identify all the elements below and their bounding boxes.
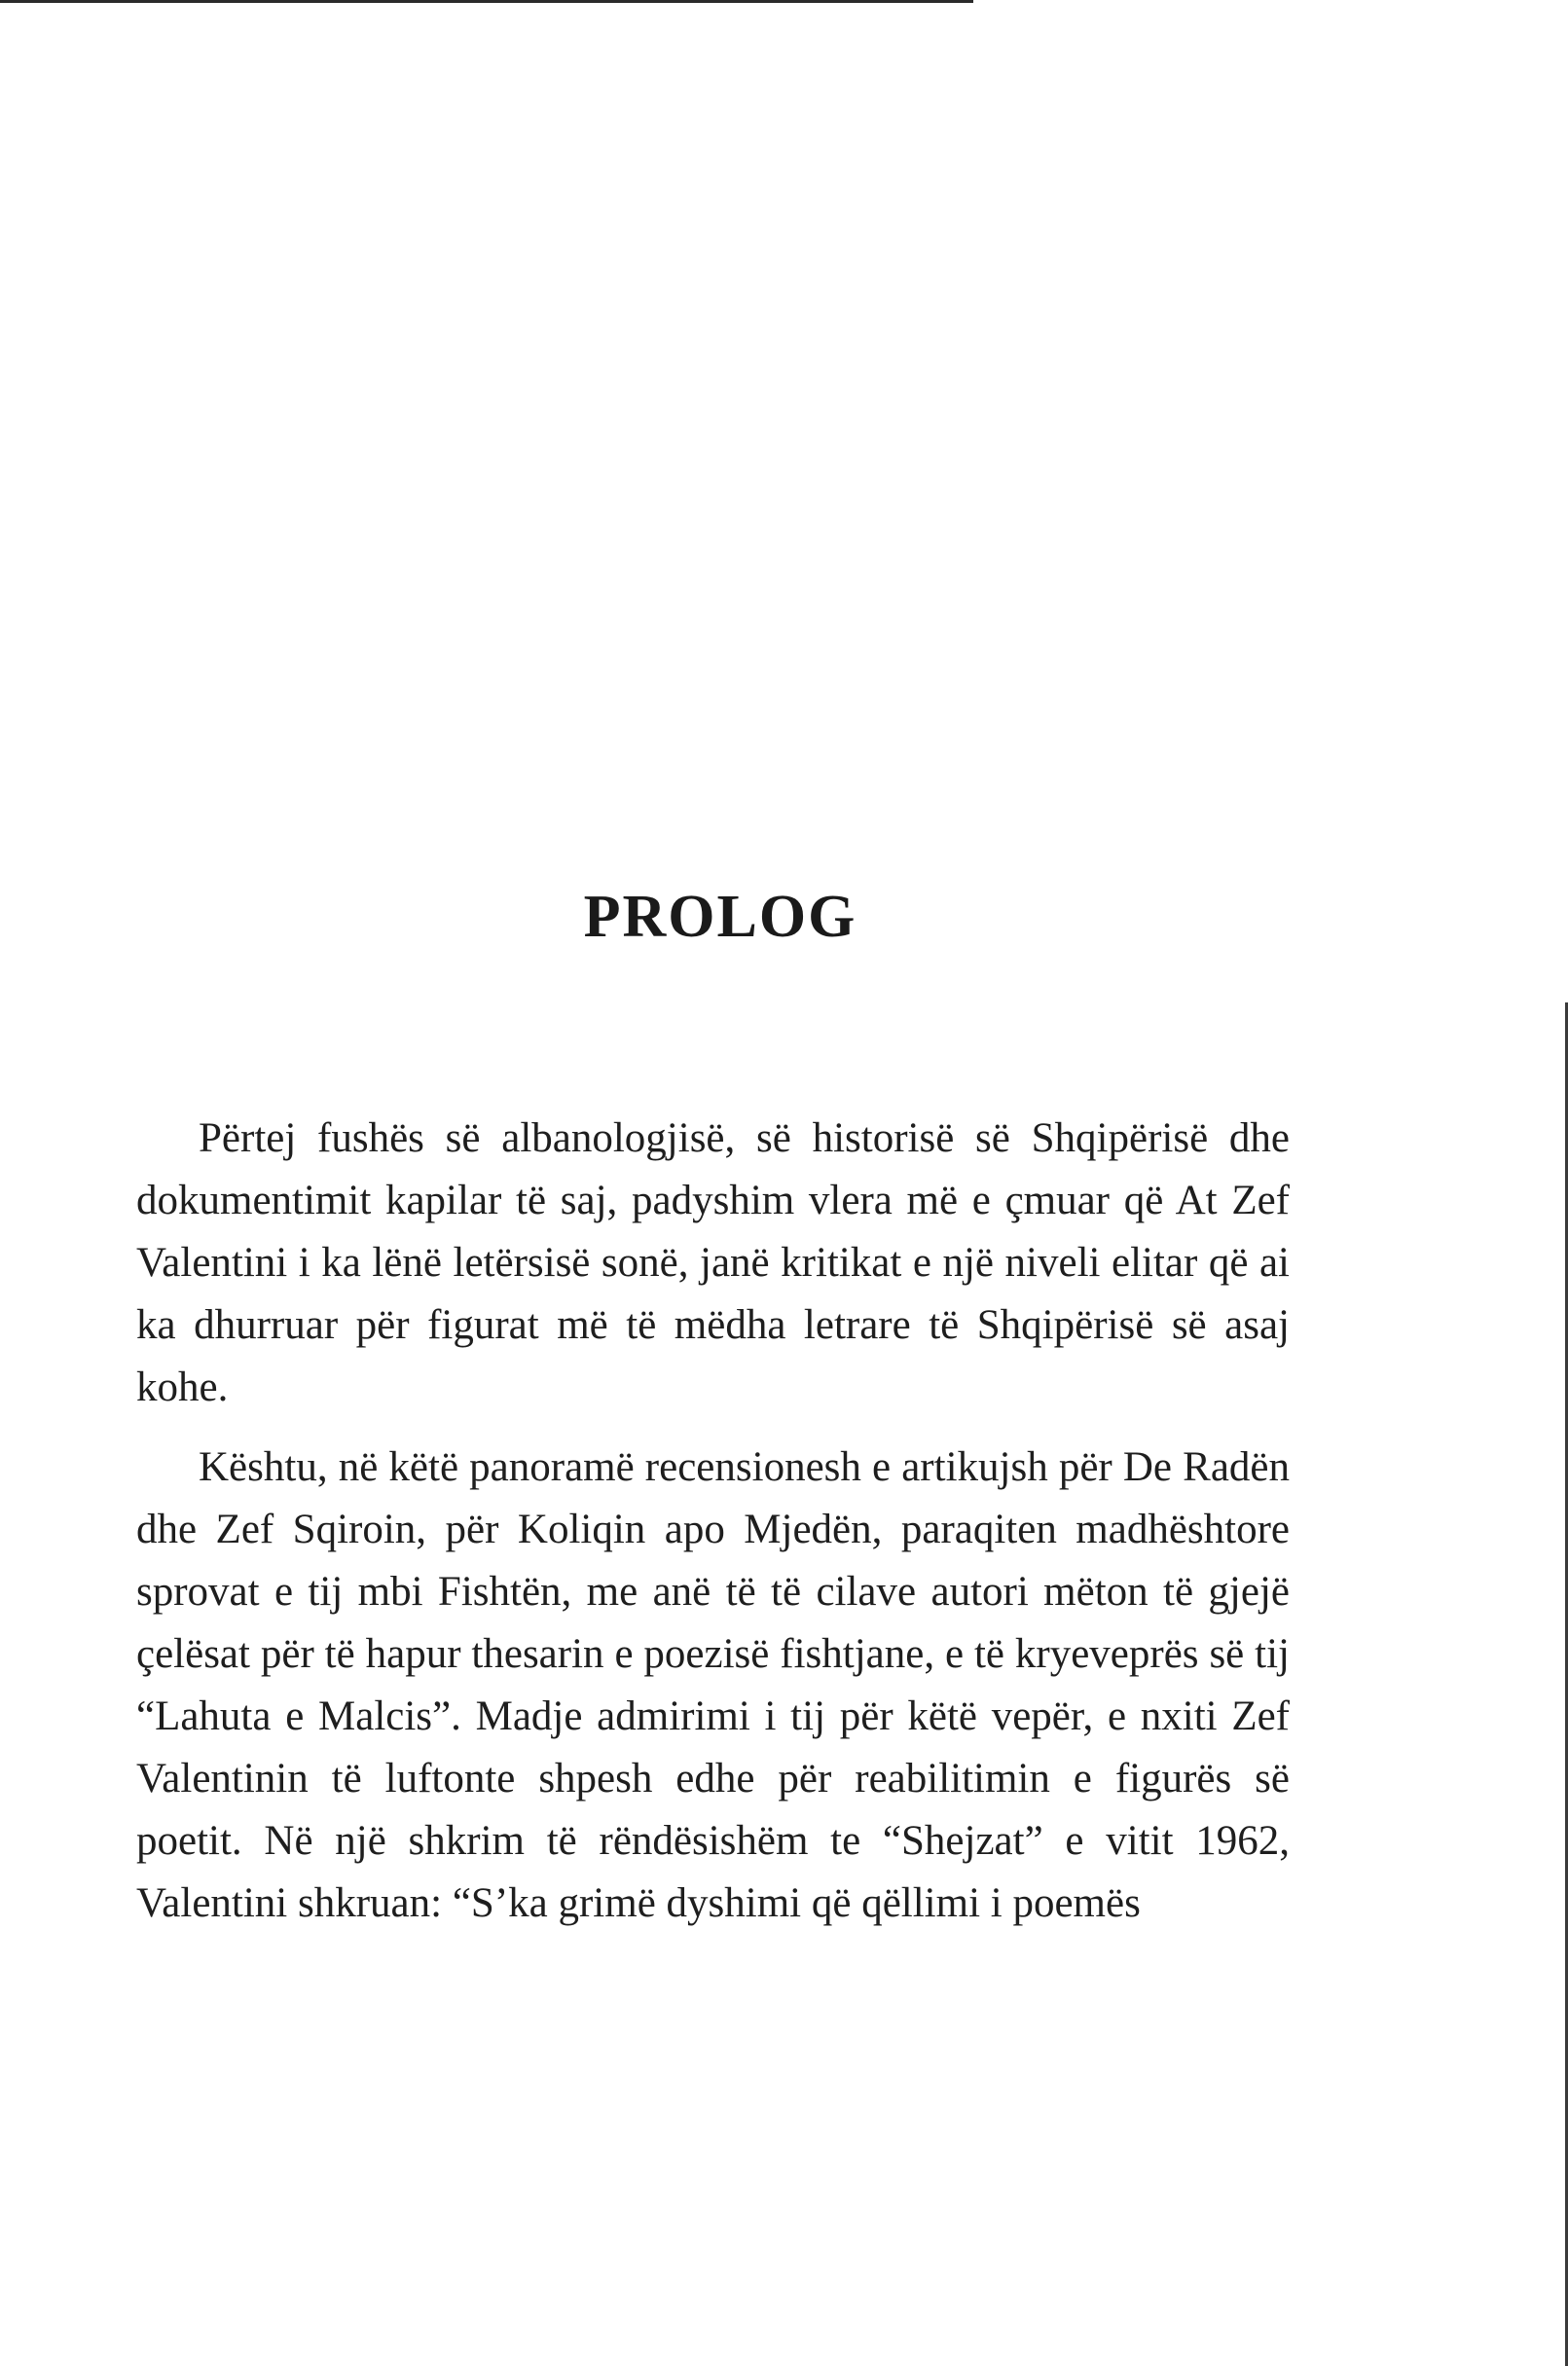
body-text — [136, 1108, 1290, 1935]
page-title: PROLOG — [583, 883, 857, 950]
paragraph-2: Kështu, në këtë panoramë recensionesh e artikujsh për De Radën dhe Zef Sqiroin, për Koliqin apo Mjedën, paraqiten madhështore sprovat e tij mbi Fishtën, me anë të të cilave autori mëton të gjejë çelësat për të hapur thesarin e poezisë fishtjane, e të kryeveprës së tij “Lahuta e Malcis”. Madje admirimi i tij për këtë vepër, e nxiti Zef Valentinin të luftonte shpesh edhe për reabilitimin e figurës së poetit. Në një shkrim të rëndësishëm te “Shejzat” e vitit 1962, Valentini shkruan: “S’ka grimë dyshimi që qëllimi i poemës — [136, 1444, 1290, 1926]
scan-top-edge — [0, 0, 973, 3]
paragraph-1: Përtej fushës së albanologjisë, së historisë së Shqipërisë dhe dokumentimit kapilar të saj, padyshim vlera më e çmuar që At Zef Valentini i ka lënë letërsisë sonë, janë kritikat e një niveli elitar që ai ka dhurruar për figurat më të mëdha letrare të Shqipërisë së asaj kohe. — [136, 1115, 1290, 1410]
